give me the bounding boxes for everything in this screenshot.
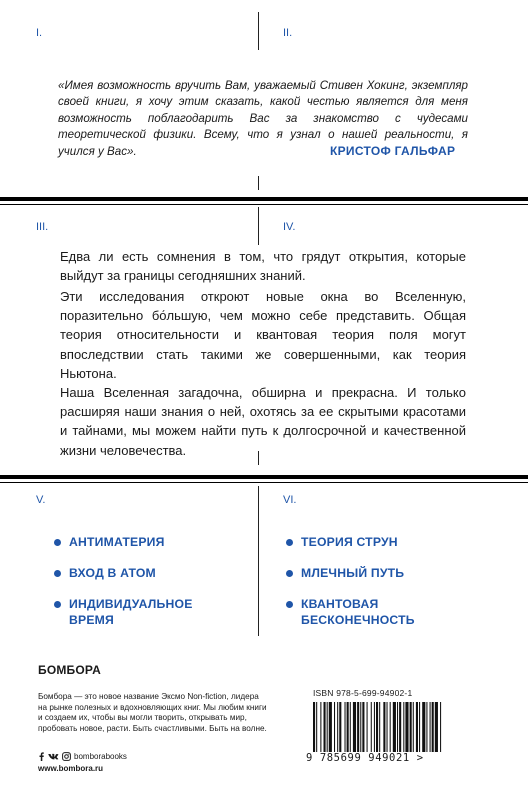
barcode-bar bbox=[403, 702, 404, 752]
section-rule-thin-2 bbox=[0, 482, 528, 483]
section-label-v: V. bbox=[36, 494, 46, 506]
divider-vertical-quote bbox=[258, 176, 259, 190]
topic-item: ИНДИВИДУАЛЬНОЕ ВРЕМЯ bbox=[53, 596, 209, 628]
barcode-bar bbox=[397, 702, 398, 752]
section-label-iv: IV. bbox=[283, 221, 296, 233]
barcode-bar bbox=[426, 702, 427, 752]
barcode-bar bbox=[435, 702, 438, 752]
social-handle: bomborabooks bbox=[74, 752, 127, 761]
barcode-bar bbox=[324, 702, 326, 752]
barcode-bar bbox=[430, 702, 431, 752]
barcode-bar bbox=[362, 702, 364, 752]
section-label-ii: II. bbox=[283, 27, 293, 39]
bullet-icon bbox=[54, 570, 61, 577]
barcode-bar bbox=[347, 702, 349, 752]
social-links bbox=[38, 752, 127, 761]
barcode-bar bbox=[376, 702, 378, 752]
body-paragraph-3: Наша Вселенная загадочна, обширна и прекрасна. И только расширяя наши знания о ней, охотясь за ее скрытыми красотами и тайнами, мы можем найти путь к долгосрочной и качественной жизни человечества. bbox=[60, 385, 466, 458]
vk-icon bbox=[48, 752, 59, 761]
topic-item: ВХОД В АТОМ bbox=[53, 565, 233, 581]
bullet-icon bbox=[286, 570, 293, 577]
topic-item: КВАНТОВАЯ БЕСКОНЕЧНОСТЬ bbox=[285, 596, 441, 628]
barcode-bar bbox=[313, 702, 315, 752]
bullet-icon bbox=[54, 539, 61, 546]
section-rule-thick-2 bbox=[0, 475, 528, 479]
quote-author: КРИСТОФ ГАЛЬФАР bbox=[330, 144, 456, 158]
divider-vertical-topics bbox=[258, 486, 259, 636]
barcode-bar bbox=[374, 702, 375, 752]
section-label-iii: III. bbox=[36, 221, 49, 233]
barcode-bar bbox=[320, 702, 321, 752]
barcode-bar bbox=[337, 702, 338, 752]
barcode-bar bbox=[327, 702, 328, 752]
barcode-bar bbox=[339, 702, 341, 752]
barcode-bar bbox=[419, 702, 420, 752]
divider-vertical-top bbox=[258, 12, 259, 50]
barcode-bar bbox=[334, 702, 335, 752]
topic-item: МЛЕЧНЫЙ ПУТЬ bbox=[285, 565, 465, 581]
publisher-logo: БОМБОРА bbox=[38, 663, 101, 677]
body-paragraph-2: Эти исследования откроют новые окна во Вселенную, поразительно бо́льшую, чем можно себе представить. Общая теория относительности и квантовая теория поля могут впоследствии стать такими же совершенными, как теория Ньютона. bbox=[60, 289, 466, 381]
barcode-bar bbox=[399, 702, 401, 752]
website-link: www.bombora.ru bbox=[38, 764, 104, 773]
barcode-bar bbox=[416, 702, 418, 752]
barcode-bar bbox=[390, 702, 391, 752]
topic-item: АНТИМАТЕРИЯ bbox=[53, 534, 233, 550]
barcode-bar bbox=[329, 702, 332, 752]
barcode-bar bbox=[379, 702, 380, 752]
section-rule-thick bbox=[0, 197, 528, 201]
barcode-bar bbox=[345, 702, 346, 752]
barcode-bar bbox=[440, 702, 441, 752]
barcode-bar bbox=[350, 702, 351, 752]
bullet-icon bbox=[286, 539, 293, 546]
barcode-bar bbox=[357, 702, 359, 752]
topic-list-left bbox=[53, 534, 233, 643]
body-paragraph-1: Едва ли есть сомнения в том, что грядут открытия, которые выйдут за границы сегодняшних знаний. bbox=[60, 249, 466, 284]
ean-number: 9 785699 949021 > bbox=[306, 752, 424, 764]
barcode-bar bbox=[413, 702, 414, 752]
barcode-bar bbox=[371, 702, 372, 752]
section-label-vi: VI. bbox=[283, 494, 297, 506]
facebook-icon bbox=[38, 752, 45, 761]
barcode-bar bbox=[387, 702, 388, 752]
barcode-bar bbox=[410, 702, 412, 752]
barcode-bar bbox=[422, 702, 425, 752]
barcode-bar bbox=[405, 702, 408, 752]
publisher-description: Бомбора — это новое название Эксмо Non-fiction, лидера на рынке полезных и вдохновляющих книг. Мы любим книги и создаем их, чтобы вы могли творить, открывать мир, пробовать новое, расти. Быть счастливыми. Быть на волне. bbox=[38, 692, 267, 733]
bullet-icon bbox=[54, 601, 61, 608]
barcode-bar bbox=[367, 702, 368, 752]
topic-item: ТЕОРИЯ СТРУН bbox=[285, 534, 465, 550]
section-rule-thin bbox=[0, 204, 528, 205]
topic-list-right bbox=[285, 534, 465, 643]
barcode-bar bbox=[353, 702, 356, 752]
barcode-bar bbox=[360, 702, 361, 752]
divider-vertical-body bbox=[258, 451, 259, 465]
barcode-image bbox=[313, 702, 489, 752]
barcode-bar bbox=[383, 702, 385, 752]
barcode-bar bbox=[393, 702, 396, 752]
barcode-bar bbox=[432, 702, 434, 752]
bullet-icon bbox=[286, 601, 293, 608]
divider-vertical-middle bbox=[258, 207, 259, 245]
barcode-bar bbox=[316, 702, 317, 752]
instagram-icon bbox=[62, 752, 71, 761]
section-label-i: I. bbox=[36, 27, 43, 39]
isbn-number: ISBN 978-5-699-94902-1 bbox=[313, 688, 413, 698]
quote-text: «Имея возможность вручить Вам, уважаемый Стивен Хокинг, экземпляр своей книги, я хочу этим сказать, какой честью является для меня возможность поблагодарить Вас за знакомство с чудесами теоретической физики. Всему, что я узнал о нашей реальности, я учился у Вас». bbox=[58, 79, 468, 158]
